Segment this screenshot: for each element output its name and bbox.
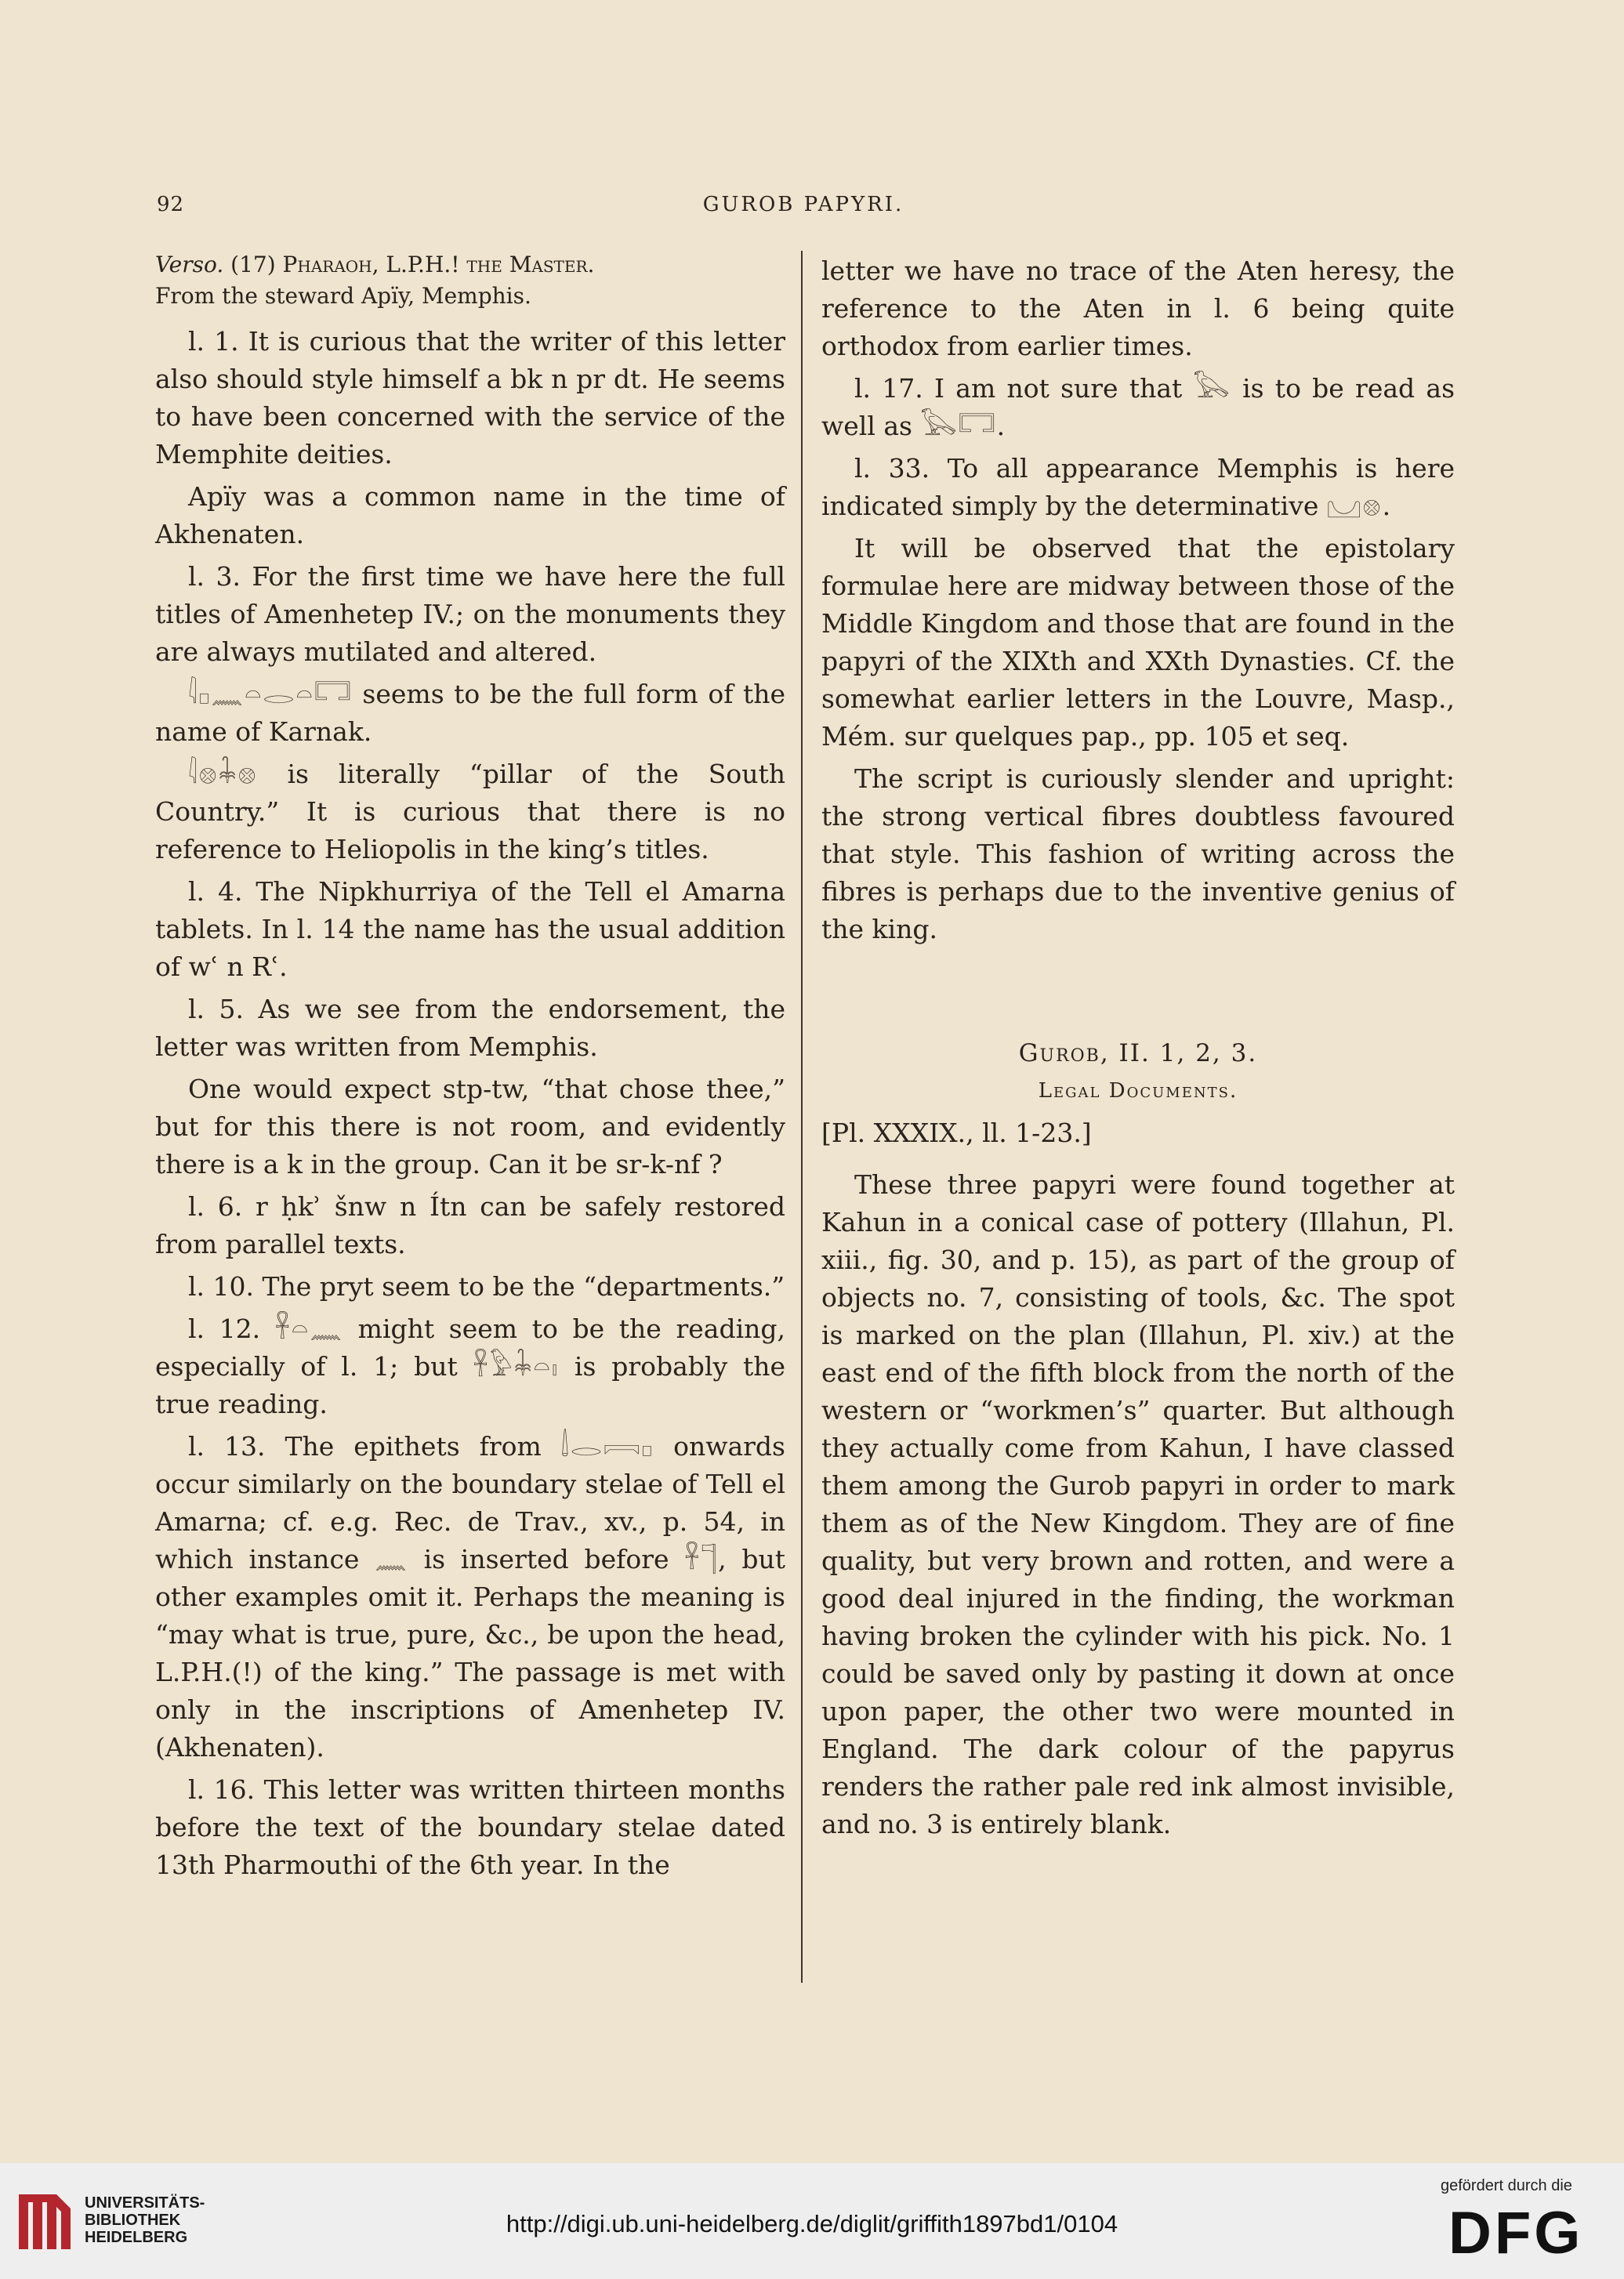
note-line-10: l. 10. The pryt seem to be the “departments.” xyxy=(188,1271,785,1302)
note-pillar xyxy=(155,755,785,868)
section-title: Gurob, II. 1, 2, 3. xyxy=(1018,1039,1258,1067)
note-line-4: l. 4. The Nipkhurriya of the Tell el Amarna tablets. In l. 14 the name has the usual addition of wʿ n Rʿ. xyxy=(155,876,785,982)
left-column xyxy=(155,249,785,1889)
note-line-5: l. 5. As we see from the endorsement, the letter was written from Memphis. xyxy=(155,994,785,1062)
note-line-13-text: onwards occur similarly on the boundary stelae of Tell el Amarna; cf. e.g. Rec. de Trav., xv., p. 54, in which instance xyxy=(155,1431,785,1574)
source-url-link[interactable]: http://digi.ub.uni-heidelberg.de/diglit/griffith1897bd1/0104 xyxy=(506,2210,1118,2237)
hieroglyph-group: 𓌃𓂋𓇯𓊪 xyxy=(560,1431,654,1462)
verso-from: From the steward Apïy, Memphis. xyxy=(155,283,531,309)
running-head xyxy=(157,193,1450,227)
note-line-33-text: l. 33. To all appearance Memphis is here indicated simply by the determinative xyxy=(821,453,1455,521)
note-line-13-text2: is inserted before xyxy=(408,1544,685,1574)
note-line-12 xyxy=(155,1310,785,1423)
note-line-16: l. 16. This letter was written thirteen months before the text of the boundary stelae dated 13th Pharmouthi of the 6th year. In the xyxy=(155,1774,785,1880)
hieroglyph-group: 𓋹𓅱𓇓𓏏𓏤 xyxy=(473,1351,560,1382)
hieroglyph-group: 𓇋𓊪𓈖𓏏𓂋𓏏𓉐 xyxy=(188,679,353,710)
hieroglyph-group: 𓈖 xyxy=(375,1544,408,1575)
running-title: GUROB PAPYRI. xyxy=(702,193,904,216)
verso-heading xyxy=(155,249,785,312)
note-line-33 xyxy=(821,450,1455,525)
dfg-logo: DFG xyxy=(1448,2200,1584,2266)
plate-reference: [Pl. XXXIX., ll. 1-23.] xyxy=(821,1118,1092,1148)
hieroglyph-group: 𓋹𓏏𓈖 xyxy=(274,1313,343,1345)
verso-address: (17) Pharaoh, L.P.H.! the Master. xyxy=(230,252,595,277)
page-number: 92 xyxy=(157,193,185,216)
note-line-13-pre: l. 13. The epithets from xyxy=(188,1431,561,1462)
note-apiy: Apïy was a common name in the time of Akhenaten. xyxy=(155,481,785,549)
note-pillar-text: is literally “pillar of the South Country.” It is curious that there is no reference to Heliopolis in the king’s titles. xyxy=(155,759,785,864)
note-karnak xyxy=(155,676,785,751)
note-continued: letter we have no trace of the Aten heresy, the reference to the Aten in l. 6 being quite orthodox from earlier times. xyxy=(821,255,1455,361)
note-line-33-text2: . xyxy=(1382,491,1391,521)
funded-by-text: gefördert durch die xyxy=(1441,2177,1572,2194)
note-line-13 xyxy=(155,1428,785,1766)
library-name-line: HEIDELBERG xyxy=(85,2229,188,2246)
note-line-17-text: is to be read as well as xyxy=(821,373,1455,441)
library-name-line: UNIVERSITÄTS- xyxy=(85,2194,205,2212)
note-script: The script is curiously slender and upright: the strong vertical fibres doubtless favoured that style. This fashion of writing across the fibres is perhaps due to the inventive genius of the king. xyxy=(821,763,1455,944)
note-line-17-text2: . xyxy=(996,411,1006,441)
section-body: These three papyri were found together at Kahun in a conical case of pottery (Illahun, Pl. xiii., fig. 30, and p. 15), as part of the group of objects no. 7, consisting of tools, &c. The spot is marked on the plan (Illahun, Pl. xiv.) at the east end of the fifth block from the north of the western or “workmen’s” quarter. But although they actually come from Kahun, I have classed them among the Gurob papyri in order to mark them as of the New Kingdom. They are of fine quality, but very brown and rotten, and were a good deal injured in the finding, the workman having broken the cylinder with his pick. No. 1 could be saved only by pasting it down at once upon paper, the other two were mounted in England. The dark colour of the papyrus renders the rather pale red ink almost invisible, and no. 3 is entirely blank. xyxy=(821,1169,1455,1839)
hieroglyph-group: 𓅂 xyxy=(1193,373,1231,404)
note-line-3: l. 3. For the first time we have here the full titles of Amenhetep IV.; on the monuments they are always mutilated and altered. xyxy=(155,561,785,667)
verso-label: Verso. xyxy=(155,252,224,277)
note-line-12-text: might seem to be the reading, especially of l. 1; but xyxy=(155,1313,785,1382)
column-divider xyxy=(801,251,803,1983)
right-column xyxy=(821,252,1455,1848)
note-line-1: l. 1. It is curious that the writer of this letter also should style himself a bk n pr dt. He seems to have been concerned with the service of the Memphite deities. xyxy=(155,326,785,469)
hieroglyph-group: 𓈋𓊖 xyxy=(1326,491,1383,522)
section-subtitle: Legal Documents. xyxy=(1038,1079,1238,1103)
note-stp-tw: One would expect stp-tw, “that chose thee,” but for this there is not room, and evidently there is a k in the group. Can it be sr-k-nf ? xyxy=(155,1074,785,1179)
library-name-line: BIBLIOTHEK xyxy=(85,2212,181,2229)
note-line-13-text3: , but other examples omit it. Perhaps the meaning is “may what is true, pure, &c., be upon the head, L.P.H.(!) of the king.” The passage is met with only in the inscriptions of Amenhetep IV. (Akhenaten). xyxy=(155,1544,786,1763)
note-line-12-text2: is probably the true reading. xyxy=(155,1351,785,1419)
note-line-17 xyxy=(821,370,1455,445)
hieroglyph-group: 𓋹𓊹 xyxy=(684,1544,719,1575)
note-epistolary: It will be observed that the epistolary formulae here are midway between those of the Middle Kingdom and those that are found in the papyri of the XIXth and XXth Dynasties. Cf. the somewhat earlier letters in the Louvre, Masp., Mém. sur quelques pap., pp. 105 et seq. xyxy=(821,533,1455,752)
footer-bar xyxy=(0,2163,1624,2279)
note-line-12-pre: l. 12. xyxy=(188,1313,275,1344)
hieroglyph-group: 𓇋𓊖𓇓𓊖 xyxy=(188,759,258,790)
note-karnak-text: seems to be the full form of the name of Karnak. xyxy=(155,679,785,747)
note-line-17-pre: l. 17. I am not sure that xyxy=(854,373,1194,404)
note-line-6: l. 6. r ḥkʾ šnw n Ítn can be safely restored from parallel texts. xyxy=(155,1191,785,1259)
hieroglyph-group: 𓅂𓉐 xyxy=(920,411,997,442)
